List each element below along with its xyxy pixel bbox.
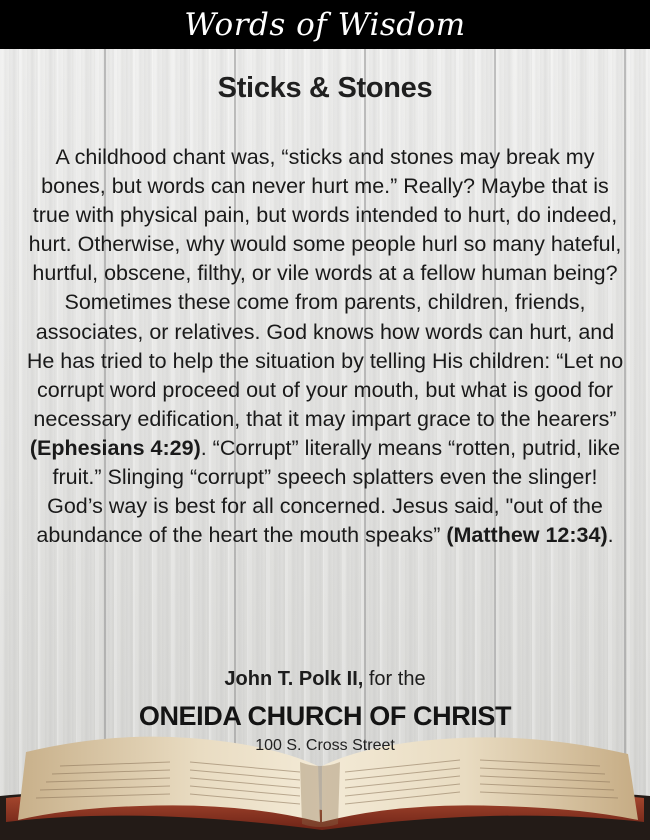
scripture-reference-ephesians: (Ephesians 4:29): [29, 435, 201, 460]
body-text-part-3: .: [607, 523, 614, 548]
article-body: [26, 143, 624, 550]
author-suffix: for the: [368, 668, 426, 690]
body-text-part-1: A childhood chant was, “sticks and stones may break my bones, but words can never hurt me.” Really? Maybe that is true with physical pain, but words intended to hurt, do indeed, hurt. Otherwise, why would some people hurl so many hateful, hurtful, obscene, filthy, or vile words at a fellow human being? Sometimes these come from parents, children, friends, associates, or relatives. God knows how words can hurt, and He has tried to help the situation by telling His children: “Let no corrupt word proceed out of your mouth, but what is good for necessary edification, that it may impart grace to the hearers”: [26, 145, 624, 431]
author-line: [0, 668, 650, 691]
body-text-part-2: . “Corrupt” literally means “rotten, putrid, like fruit.” Slinging “corrupt” speech splatters even the slinger! God’s way is best for all concerned. Jesus said, "out of the abundance of the heart the mouth speaks”: [36, 435, 621, 548]
church-address: 100 S. Cross Street: [255, 737, 395, 754]
scripture-reference-matthew: (Matthew 12:34): [446, 523, 608, 548]
header-banner: [0, 0, 650, 49]
author-name: John T. Polk II,: [224, 668, 364, 690]
header-title: Words of Wisdom: [184, 6, 466, 43]
church-name: ONEIDA CHURCH OF CHRIST: [138, 701, 512, 731]
article-title: Sticks & Stones: [217, 72, 433, 104]
